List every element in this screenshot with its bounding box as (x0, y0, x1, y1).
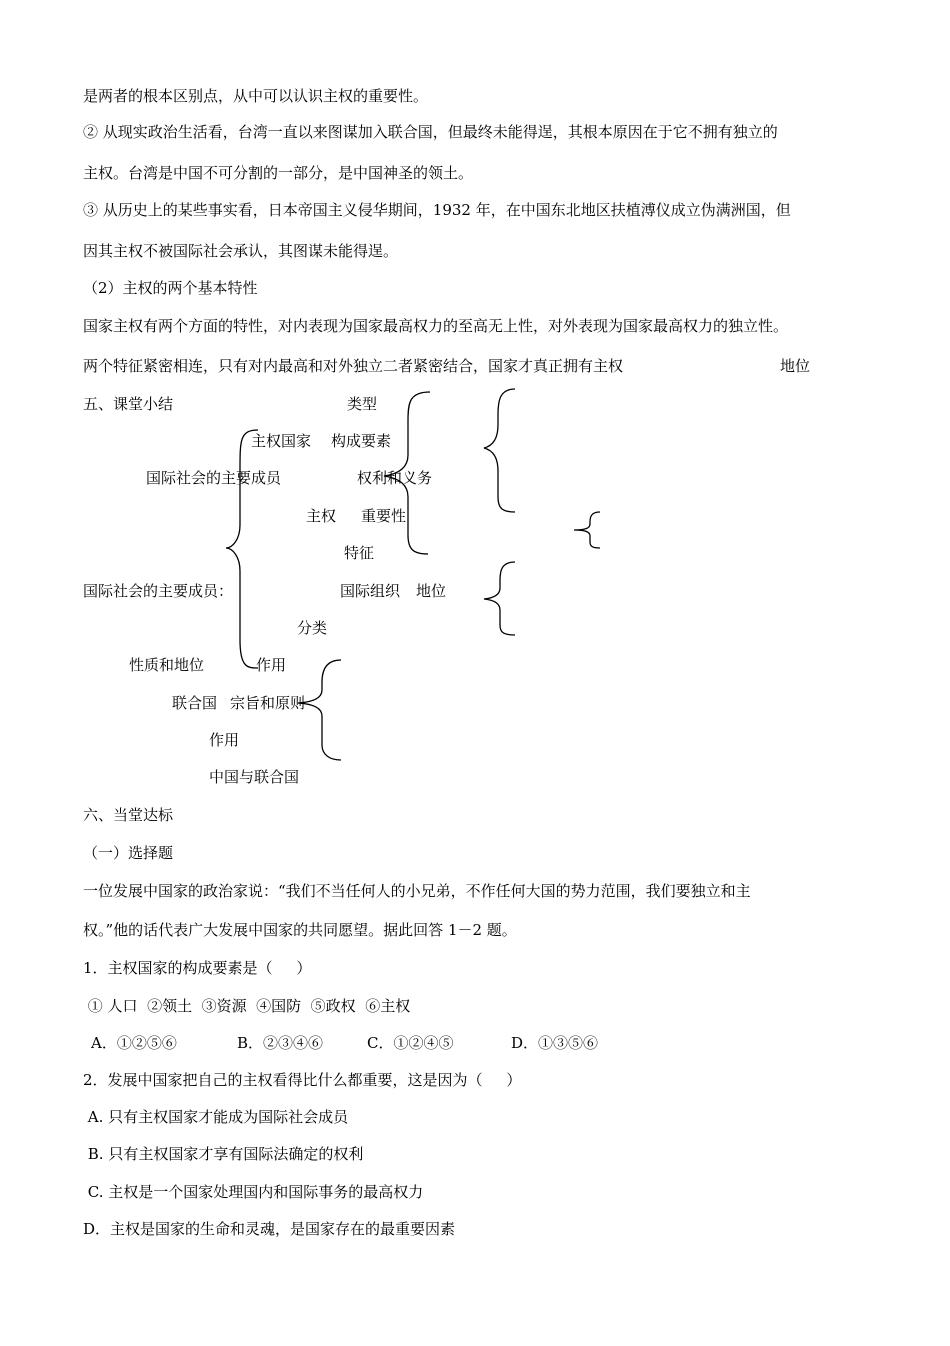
summary-node-china-un: 中国与联合国 (209, 768, 300, 786)
exercises-intro-line-2: 权。”他的话代表广大发展中国家的共同愿望。据此回答 1－2 题。 (83, 921, 517, 939)
text-point-2-line-2: 主权。台湾是中国不可分割的一部分，是中国神圣的领土。 (83, 164, 474, 182)
summary-node-role-2: 作用 (209, 731, 240, 749)
question-1-option-a[interactable]: A．①②⑤⑥ (91, 1034, 177, 1052)
question-1-stem: 1．主权国家的构成要素是（ ） (83, 959, 312, 977)
text-sovereignty-line-2-end: 地位 (780, 357, 811, 375)
text-importance-tail: 是两者的根本区别点，从中可以认识主权的重要性。 (83, 87, 429, 105)
summary-node-elements: 构成要素 (331, 432, 392, 450)
subheading-sovereignty-traits: （2）主权的两个基本特性 (83, 279, 258, 297)
summary-heading: 五、课堂小结 (83, 395, 174, 413)
summary-node-intl-org: 国际组织 (340, 582, 401, 600)
summary-node-nature-status: 性质和地位 (129, 656, 205, 674)
question-2-option-a[interactable]: A. 只有主权国家才能成为国际社会成员 (83, 1108, 349, 1126)
brace-sovereign-state (384, 392, 430, 554)
summary-node-sovereignty: 主权 (306, 507, 337, 525)
question-1-option-b[interactable]: B．②③④⑥ (237, 1034, 324, 1052)
question-2-option-b[interactable]: B. 只有主权国家才享有国际法确定的权利 (83, 1145, 364, 1163)
summary-node-role-1: 作用 (256, 656, 287, 674)
summary-node-rights-duties: 权利和义务 (357, 469, 433, 487)
exercises-heading: 六、当堂达标 (83, 806, 174, 824)
summary-node-traits: 特征 (344, 544, 375, 562)
text-sovereignty-line-1: 国家主权有两个方面的特性，对内表现为国家最高权力的至高无上性，对外表现为国家最高权力的独立性。 (83, 317, 789, 335)
summary-root-label: 国际社会的主要成员： (83, 582, 234, 600)
brace-main (226, 430, 258, 668)
brace-un (298, 660, 341, 760)
question-2-option-d[interactable]: D．主权是国家的生命和灵魂，是国家存在的最重要因素 (83, 1220, 456, 1238)
brace-small (574, 512, 600, 548)
exercises-intro-line-1: 一位发展中国家的政治家说：“我们不当任何人的小兄弟，不作任何大国的势力范围，我们要独立和主 (83, 882, 751, 900)
summary-node-type: 类型 (347, 395, 378, 413)
text-point-3-line-2: 因其主权不被国际社会承认，其图谋未能得逞。 (83, 242, 399, 260)
text-point-2-line-1: ② 从现实政治生活看，台湾一直以来图谋加入联合国，但最终未能得逞，其根本原因在于它不拥有独立的 (83, 123, 778, 141)
summary-node-status: 地位 (416, 582, 447, 600)
summary-node-purposes: 宗旨和原则 (230, 694, 306, 712)
summary-node-importance: 重要性 (361, 507, 407, 525)
question-2-stem: 2．发展中国家把自己的主权看得比什么都重要，这是因为（ ） (83, 1071, 522, 1089)
brace-right-top (484, 389, 515, 512)
summary-node-un: 联合国 (172, 694, 218, 712)
brace-intl-org (484, 562, 515, 635)
summary-node-classification: 分类 (297, 619, 328, 637)
exercises-subheading: （一）选择题 (83, 844, 174, 862)
summary-node-main-members: 国际社会的主要成员 (146, 469, 282, 487)
text-point-3-line-1: ③ 从历史上的某些事实看，日本帝国主义侵华期间，1932 年，在中国东北地区扶植溥仪成立伪满洲国，但 (83, 201, 791, 219)
question-1-option-c[interactable]: C．①②④⑤ (367, 1034, 454, 1052)
question-1-elements: ① 人口 ②领土 ③资源 ④国防 ⑤政权 ⑥主权 (83, 997, 411, 1015)
text-sovereignty-line-2: 两个特征紧密相连，只有对内最高和对外独立二者紧密结合，国家才真正拥有主权 (83, 357, 624, 375)
question-2-option-c[interactable]: C. 主权是一个国家处理国内和国际事务的最高权力 (83, 1183, 424, 1201)
summary-node-sovereign-state: 主权国家 (251, 432, 312, 450)
question-1-option-d[interactable]: D．①③⑤⑥ (511, 1034, 599, 1052)
